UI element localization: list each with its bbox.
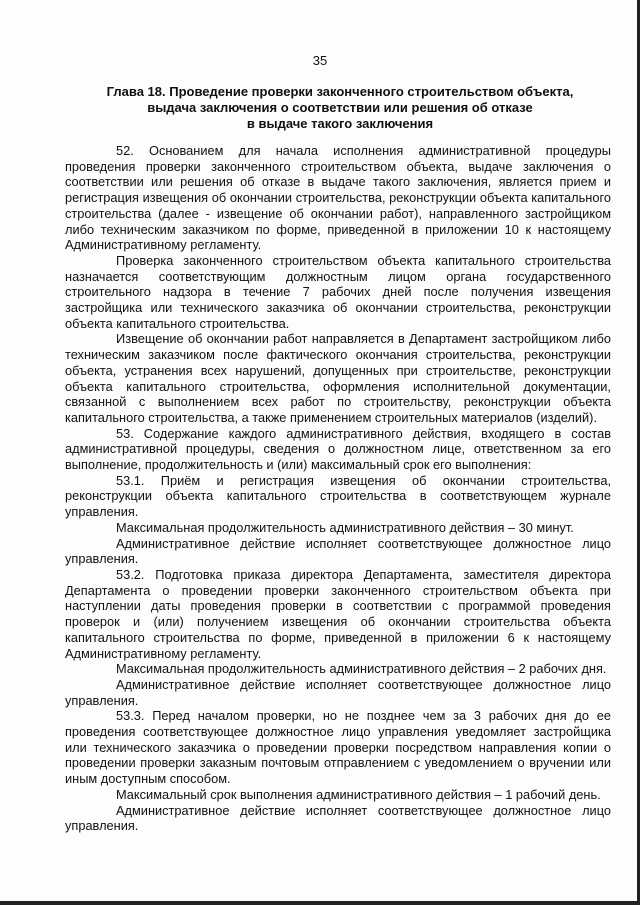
paragraph-53-2-executor: Административное действие исполняет соответствующее должностное лицо управления. [65, 676, 611, 708]
paragraph-53-1-executor: Административное действие исполняет соответствующее должностное лицо управления. [65, 535, 611, 567]
paragraph-53: 53. Содержание каждого административного действия, входящего в состав административной процедуры, сведения о должностном лице, ответственном за его выполнение, продолжительность и (или) максимальный срок его выполнения: [65, 425, 611, 473]
scan-edge-bottom [0, 901, 640, 905]
paragraph-53-1-duration: Максимальная продолжительность административного действия – 30 минут. [116, 519, 574, 535]
paragraph-completion-notice: Извещение об окончании работ направляется в Департамент застройщиком либо техническим заказчиком после фактического окончания строительства, реконструкции объекта, устранения всех нарушений, допущенных при строительстве, реконструкции объекта капитального строительства, оформления исполнительной документации, связанной с выполнением всех работ по строительству, реконструкции объекта капитального строительства, а также применением строительных материалов (изделий). [65, 331, 611, 425]
paragraph-53-1: 53.1. Приём и регистрация извещения об окончании строительства, реконструкции объекта капитального строительства в соответствующем журнале управления. [65, 472, 611, 520]
chapter-title-line-1: Глава 18. Проведение проверки законченного строительством объекта, [106, 84, 574, 99]
chapter-title-line-2: выдача заключения о соответствии или решения об отказе [147, 100, 533, 115]
document-body [65, 143, 611, 834]
paragraph-53-2: 53.2. Подготовка приказа директора Департамента, заместителя директора Департамента о проведении проверки законченного строительством объекта при наступлении даты проведения проверки в соответствии с программой проведения проверок и (или) получением извещения об окончании строительства объекта капитального строительства по форме, приведенной в приложении 6 к настоящему Административному регламенту. [65, 566, 611, 661]
paragraph-53-3: 53.3. Перед началом проверки, но не позднее чем за 3 рабочих дня до ее проведения соответствующее должностное лицо управления уведомляет застройщика или технического заказчика о проведении проверки посредством направления копии о проведении проверки заказным почтовым отправлением с уведомлением о вручении или иным доступным способом. [65, 708, 611, 787]
chapter-title [80, 84, 600, 132]
paragraph-53-3-duration: Максимальный срок выполнения административного действия – 1 рабочий день. [116, 786, 601, 802]
chapter-title-line-3: в выдаче такого заключения [246, 116, 434, 131]
paragraph-53-3-executor: Административное действие исполняет соответствующее должностное лицо управления. [65, 802, 611, 834]
paragraph-52: 52. Основанием для начала исполнения административной процедуры проведения проверки законченного строительством объекта, выдаче заключения о соответствии или решения об отказе в выдаче такого заключения, является прием и регистрация извещения об окончании строительства, реконструкции объекта капитального строительства (далее - извещение об окончании работ), направленного застройщиком либо техническим заказчиком по форме, приведенной в приложении 10 к настоящему Административному регламенту. [65, 143, 611, 253]
page-number: 35 [312, 53, 328, 68]
paragraph-inspection-assignment: Проверка законченного строительством объекта капитального строительства назначается соответствующим должностным лицом органа государственного строительного надзора в течение 7 рабочих дней после получения извещения застройщика или технического заказчика об окончании строительства, реконструкции объекта капитального строительства. [65, 252, 611, 331]
paragraph-53-2-duration: Максимальная продолжительность административного действия – 2 рабочих дня. [116, 661, 607, 677]
